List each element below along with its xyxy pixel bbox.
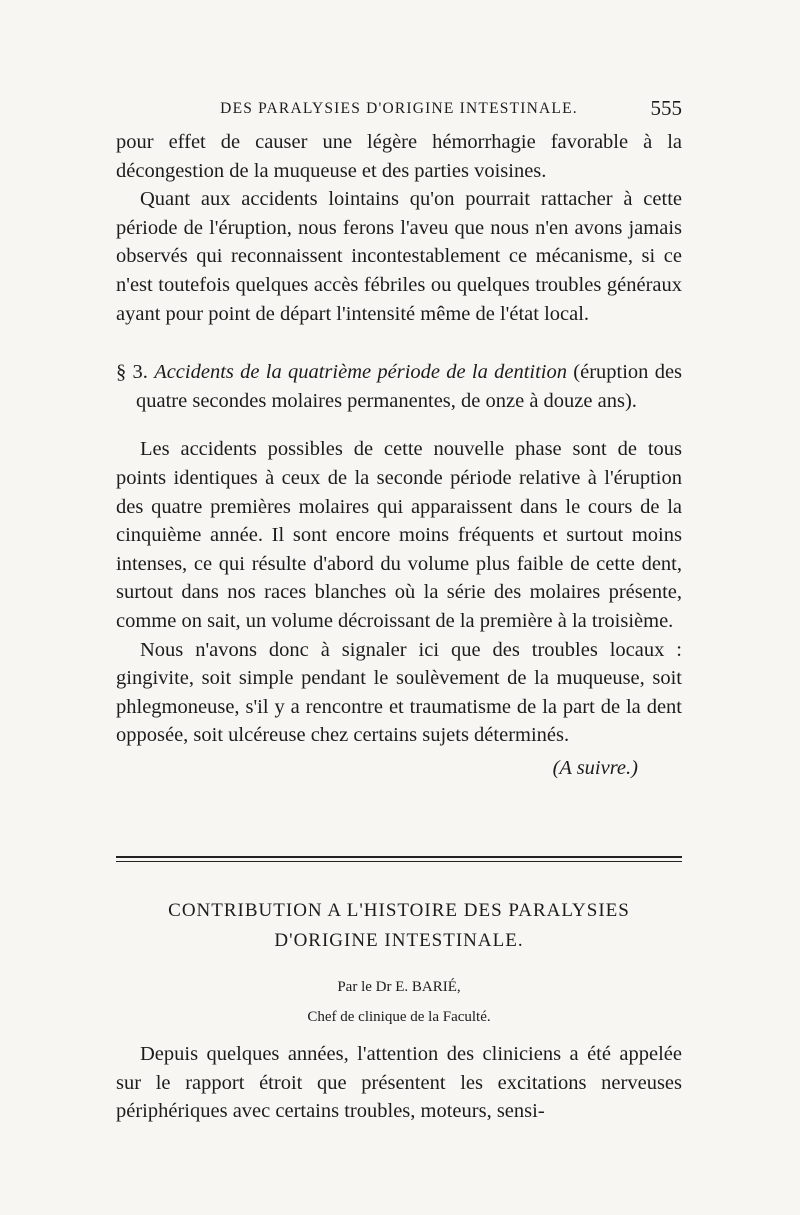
article-separator — [116, 856, 682, 862]
article-author: Par le Dr E. BARIÉ, — [337, 979, 461, 995]
to-follow-note: (A suivre.) — [552, 756, 638, 779]
paragraph-distant-accidents: Quant aux accidents lointains qu'on pourrait rattacher à cette période de l'éruption, nous ferons l'aveu que nous n'en avons jamais observés qui reconnaissent incontestablement ce mécanisme, si ce n'est toutefois quelques accès fébriles ou quelques troubles généraux ayant pour point de départ l'intensité même de l'état local. — [116, 188, 682, 325]
separator-thick-rule — [116, 856, 682, 858]
article-byline — [116, 972, 682, 1032]
paragraph-local-troubles: Nous n'avons donc à signaler ici que des troubles locaux : gingivite, soit simple pendant le soulèvement de la muqueuse, soit phlegmoneuse, s'il y a rencontre et traumatisme de la part de la dent opposée, soit ulcéreuse chez certains sujets déterminés. — [116, 638, 682, 747]
article-affiliation: Chef de clinique de la Faculté. — [307, 1009, 491, 1025]
paragraph-possible-accidents: Les accidents possibles de cette nouvelle phase sont de tous points identiques à ceux de la seconde période relative à l'éruption des quatre premières molaires qui apparaissent dans le cours de la cinquième année. Il sont encore moins fréquents et surtout moins intenses, ce qui résulte d'abord du volume plus faible de cette dent, surtout dans nos races blanches où la série des molaires présente, comme on sait, un volume décroissant de la première à la troisième. — [116, 438, 682, 632]
page-header — [116, 96, 682, 124]
section-number: § 3. — [116, 361, 148, 384]
article-text — [116, 1040, 682, 1126]
paragraph-continuation: pour effet de causer une légère hémorrhagie favorable à la décongestion de la muqueuse et des parties voisines. — [116, 131, 682, 182]
section-heading-rest: (éruption des quatre secondes molaires permanentes, de onze à douze ans). — [136, 361, 683, 412]
article-title-line-2: D'ORIGINE INTESTINALE. — [274, 930, 524, 951]
article-title — [116, 896, 682, 956]
section-text — [116, 128, 682, 782]
separator-thin-rule — [116, 861, 682, 862]
article-paragraph: Depuis quelques années, l'attention des cliniciens a été appelée sur le rapport étroit que présentent les excitations nerveuses périphériques avec certains troubles, moteurs, sensi- — [116, 1043, 682, 1123]
running-head: DES PARALYSIES D'ORIGINE INTESTINALE. — [220, 100, 578, 117]
article-title-line-1: CONTRIBUTION A L'HISTOIRE DES PARALYSIES — [168, 900, 630, 921]
section-heading — [116, 358, 682, 415]
page-number: 555 — [650, 96, 682, 120]
section-heading-italic: Accidents de la quatrième période de la dentition — [154, 361, 567, 384]
